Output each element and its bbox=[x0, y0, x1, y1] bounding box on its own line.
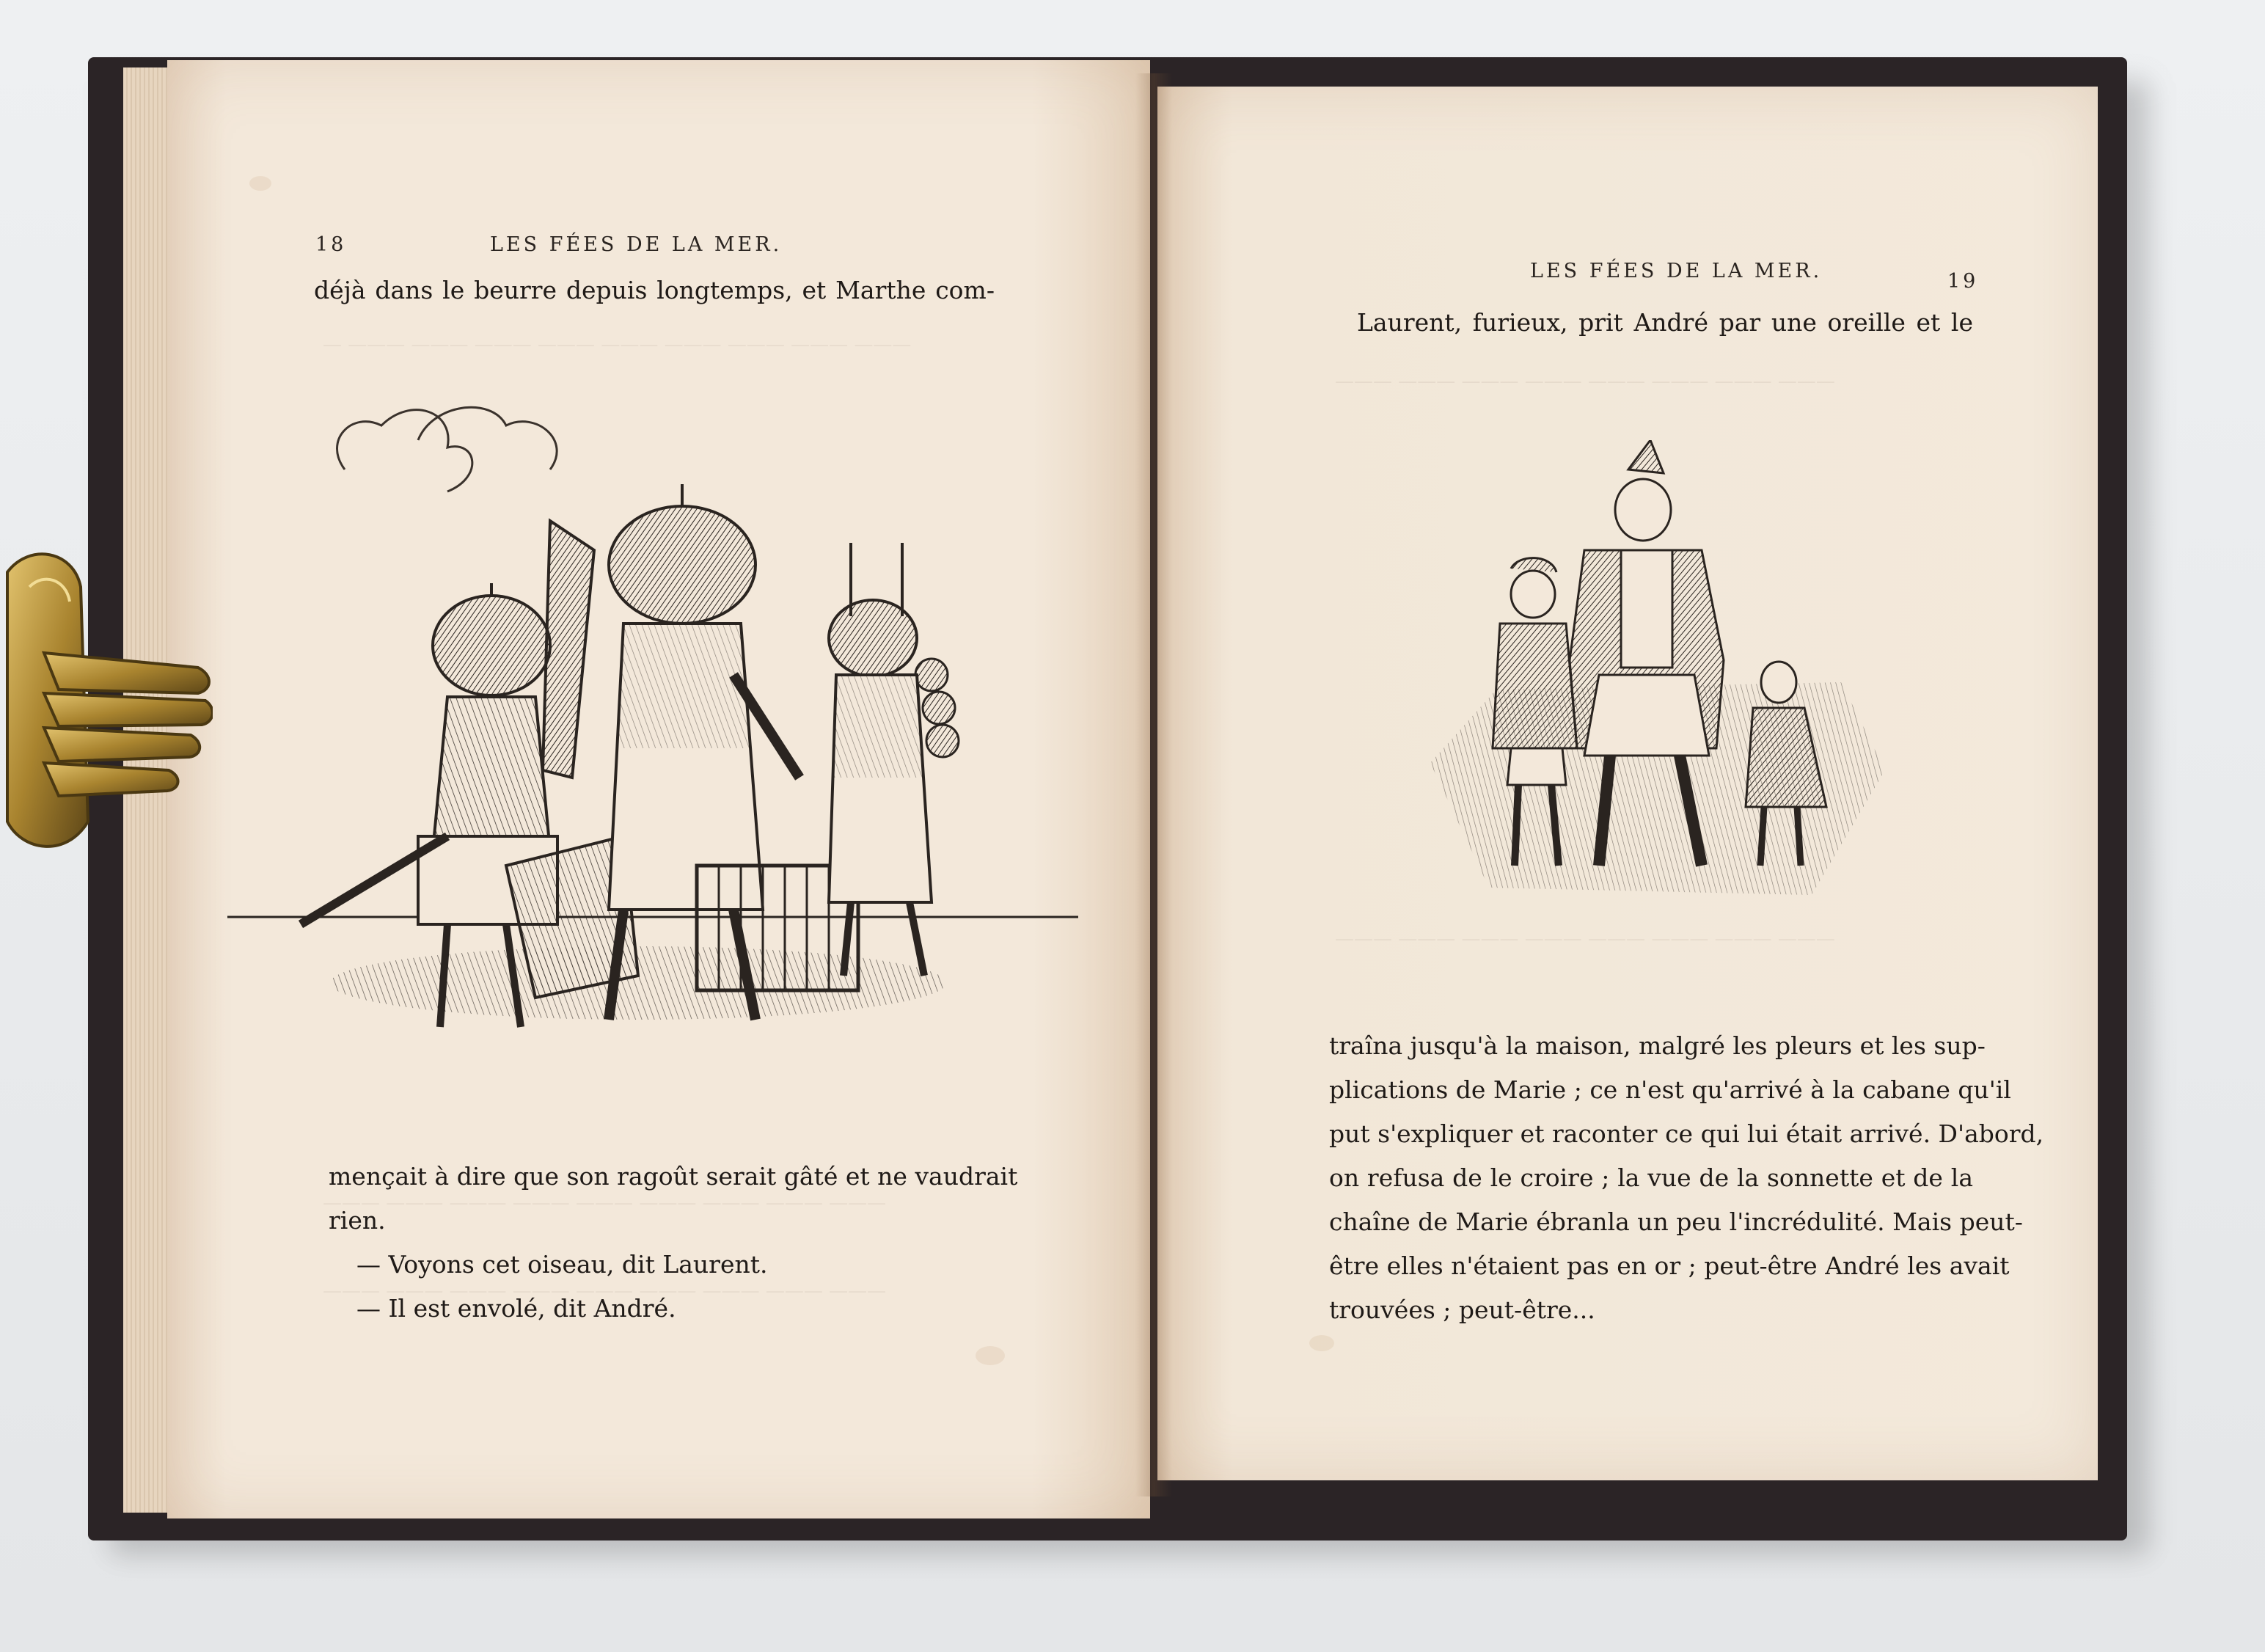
foxing-spot bbox=[976, 1346, 1005, 1365]
show-through-text: ——— ——— ——— ——— ——— ——— ——— ——— bbox=[1335, 370, 1835, 392]
left-text-line: rien. bbox=[329, 1206, 386, 1235]
foxing-spot bbox=[249, 176, 271, 191]
left-running-head: LES FÉES DE LA MER. bbox=[490, 233, 783, 256]
show-through-text: — ——— ——— ——— ——— ——— ——— ——— ——— ——— bbox=[323, 334, 912, 356]
right-text-line: être elles n'étaient pas en or ; peut-être André les avait bbox=[1329, 1251, 2010, 1280]
right-text-line: traîna jusqu'à la maison, malgré les pleurs et les sup- bbox=[1329, 1031, 1986, 1060]
book-gutter bbox=[1135, 73, 1172, 1496]
left-text-line: déjà dans le beurre depuis longtemps, et Marthe com- bbox=[314, 276, 995, 304]
right-text-line: trouvées ; peut-être... bbox=[1329, 1295, 1595, 1324]
foxing-spot bbox=[1309, 1335, 1334, 1351]
engraving-man-with-two-children bbox=[1430, 440, 1885, 917]
show-through-text: ——— ——— ——— ——— ——— ——— ——— ——— ——— bbox=[323, 1192, 887, 1214]
right-text-line: chaîne de Marie ébranla un peu l'incrédulité. Mais peut- bbox=[1329, 1207, 2023, 1236]
left-page-number: 18 bbox=[315, 233, 347, 256]
show-through-text: ——— ——— ——— ——— ——— ——— ——— ——— ——— bbox=[323, 1280, 887, 1302]
show-through-text: ——— ——— ——— ——— ——— ——— ——— ——— bbox=[1335, 928, 1835, 950]
left-text-line: mençait à dire que son ragoût serait gâté et ne vaudrait bbox=[329, 1162, 1018, 1191]
right-text-line: put s'expliquer et raconter ce qui lui était arrivé. D'abord, bbox=[1329, 1119, 2044, 1148]
right-running-head: LES FÉES DE LA MER. bbox=[1530, 260, 1823, 282]
right-page-number: 19 bbox=[1947, 270, 1979, 293]
right-text-line: Laurent, furieux, prit André par une oreille et le bbox=[1357, 308, 1973, 337]
right-text-line: on refusa de le croire ; la vue de la sonnette et de la bbox=[1329, 1163, 1973, 1192]
brass-hand-clip bbox=[0, 543, 213, 866]
left-text-line: — Voyons cet oiseau, dit Laurent. bbox=[356, 1250, 768, 1279]
left-text-line: — Il est envolé, dit André. bbox=[356, 1294, 676, 1323]
right-text-line: plications de Marie ; ce n'est qu'arrivé à la cabane qu'il bbox=[1329, 1075, 2011, 1104]
engraving-onion-headed-figures bbox=[227, 396, 1086, 1056]
